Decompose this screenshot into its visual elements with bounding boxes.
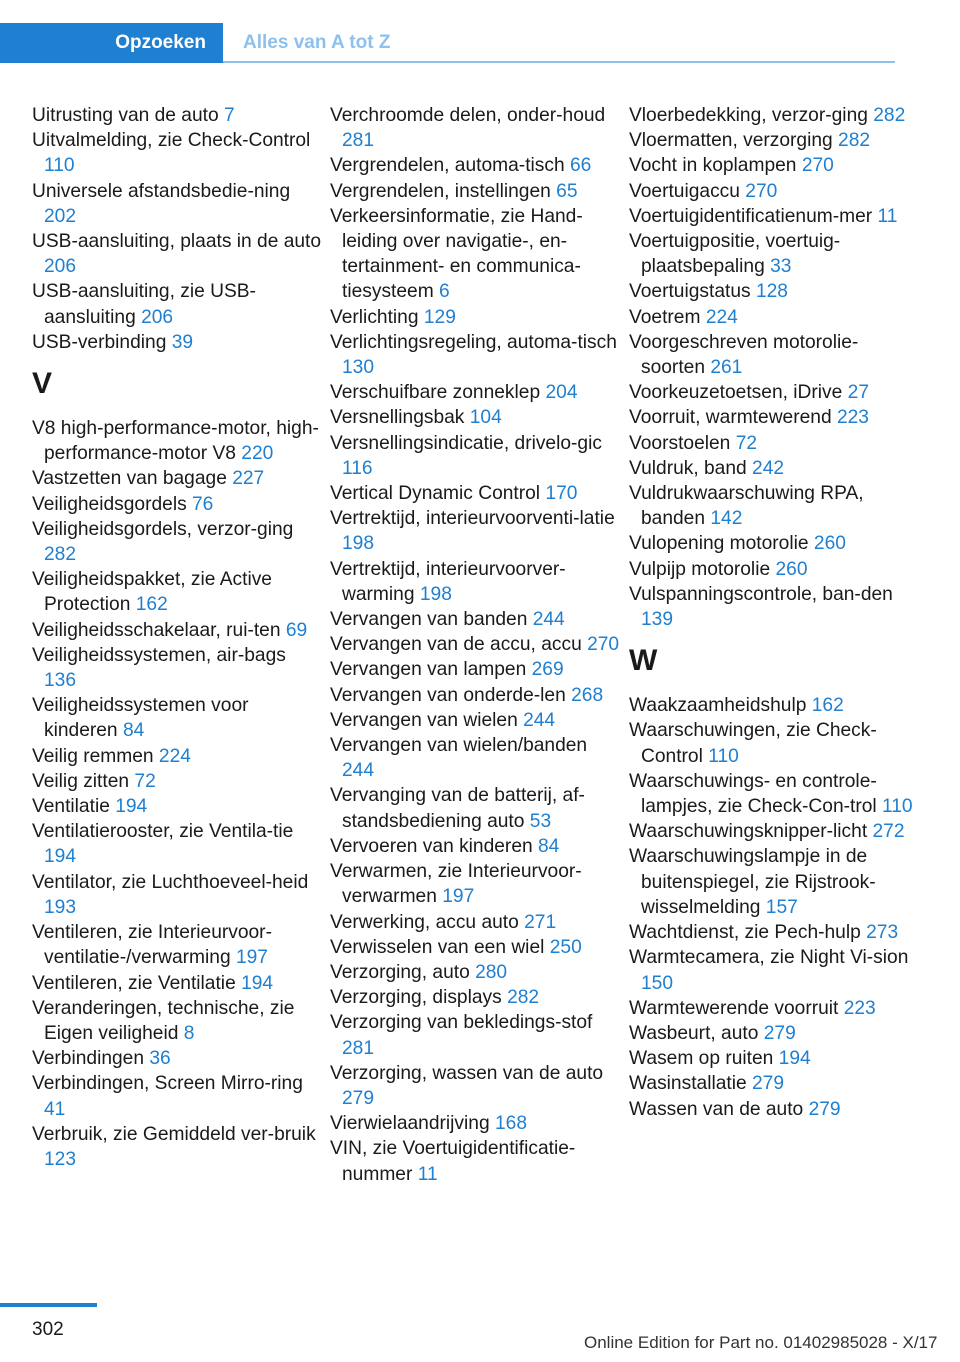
index-entry-page-link[interactable]: 128 [755,281,788,303]
index-entry-term: Verzorging van bekledings-stof [330,1012,593,1034]
index-entry [32,330,322,355]
index-entry-term: Versnellingsbak [330,407,465,429]
tab-alles-van-a-tot-z[interactable] [223,23,895,63]
tab-alles-label: Alles van A tot Z [243,32,391,53]
index-column-3 [629,103,919,1122]
index-entry-term: Vertical Dynamic Control [330,483,541,505]
index-entry-page-link[interactable]: 224 [705,306,738,328]
index-entry-page-link[interactable]: 41 [44,1098,66,1120]
index-entry-page-link[interactable]: 11 [417,1163,438,1185]
index-entry-page-link[interactable]: 204 [545,382,578,404]
index-entry-term: Vervanging van de batterij, af-standsbediening auto [330,785,585,832]
index-entry-term: Waarschuwingen, zie Check-Control [629,720,877,767]
index-entry-term: Veranderingen, technische, zie Eigen veiligheid [32,997,295,1044]
index-entry [32,1071,322,1121]
index-entry [330,910,620,935]
index-entry-term: Voertuigpositie, voertuig-plaatsbepaling [629,231,841,278]
tab-opzoeken-label: Opzoeken [115,32,206,53]
index-entry-term: Vastzetten van bagage [32,468,227,490]
index-entry-page-link[interactable]: 279 [342,1087,375,1109]
index-entry-term: Vuldrukwaarschuwing RPA, banden [629,483,864,530]
index-entry-term: Uitvalmelding, zie Check-Control [32,130,311,152]
edition-note: Online Edition for Part no. 01402985028 - X/17 [584,1333,938,1352]
index-entry-term: Wasinstallatie [629,1073,747,1095]
index-entry-term: Vertrektijd, interieurvoorventi-latie [330,508,615,530]
index-entry [629,204,919,229]
index-entry-page-link[interactable]: 66 [570,155,592,177]
index-entry-page-link[interactable]: 244 [532,609,565,631]
index-entry-term: Verzorging, auto [330,961,470,983]
index-entry-term: Vloermatten, verzorging [629,130,833,152]
index-entry-page-link[interactable]: 244 [523,709,556,731]
index-entry-term: Verbindingen, Screen Mirro-ring [32,1073,303,1095]
index-entry [629,405,919,430]
index-entry [629,582,919,632]
index-entry-page-link[interactable]: 279 [808,1098,841,1120]
index-entry-page-link[interactable]: 281 [342,1037,375,1059]
index-entry-term: Ventileren, zie Interieurvoor-ventilatie-/verwarming [32,922,272,969]
index-entry [330,783,620,833]
index-entry [330,405,620,430]
index-entry-page-link[interactable]: 136 [44,670,77,692]
index-entry [330,960,620,985]
index-entry-page-link[interactable]: 206 [44,256,77,278]
index-entry-term: Vervoeren van kinderen [330,835,533,857]
index-entry-page-link[interactable]: 76 [192,493,214,515]
index-entry-term: Waakzaamheidshulp [629,695,807,717]
index-entry-term: Verchroomde delen, onder-houd [330,105,606,126]
index-entry-page-link[interactable]: 279 [752,1073,785,1095]
index-entry-page-link[interactable]: 72 [134,770,156,792]
index-entry-term: Vergrendelen, instellingen [330,180,551,202]
index-entry-page-link[interactable]: 110 [882,796,913,818]
index-entry [629,330,919,380]
index-entry [629,1097,919,1122]
index-entry [629,279,919,304]
page-number: 302 [32,1319,64,1340]
index-entry [32,643,322,693]
index-entry-page-link[interactable]: 269 [531,659,564,681]
index-entry-page-link[interactable]: 170 [545,483,578,505]
index-entry-page-link[interactable]: 33 [770,256,792,278]
index-entry-page-link[interactable]: 129 [423,306,456,328]
index-entry-page-link[interactable]: 282 [838,130,871,152]
index-entry-page-link[interactable]: 270 [587,634,620,656]
index-entry-term: Vulpijp motorolie [629,558,771,580]
section-letter: V [32,367,53,401]
index-entry-term: Veilig remmen [32,745,154,767]
index-entry [32,996,322,1046]
index-entry-page-link[interactable]: 224 [158,745,191,767]
index-entry [330,1010,620,1060]
index-entry [629,945,919,995]
index-entry-term: Warmtecamera, zie Night Vi-sion [629,947,909,969]
index-entry-page-link[interactable]: 69 [285,619,308,641]
index-entry-page-link[interactable]: 193 [44,896,77,918]
index-entry-page-link[interactable]: 53 [529,810,552,832]
index-entry-page-link[interactable]: 110 [708,745,739,767]
index-entry [330,834,620,859]
index-entry-page-link[interactable]: 139 [641,609,674,631]
index-entry [32,920,322,970]
index-entry [330,557,620,607]
index-entry-page-link[interactable]: 194 [241,972,274,994]
index-entry [629,481,919,531]
index-entry-term: Verbindingen [32,1048,145,1070]
index-entry-page-link[interactable]: 242 [752,457,785,479]
index-entry-term: Universele afstandsbedie-ning [32,180,291,202]
index-entry-term: Vervangen van onderde-len [330,684,566,706]
index-entry-term: Warmtewerende voorruit [629,997,839,1019]
index-entry-term: Verwisselen van een wiel [330,936,545,958]
index-entry-term: Verschuifbare zonneklep [330,382,541,404]
index-entry-page-link[interactable]: 194 [778,1048,811,1070]
index-entry-term: Ventilatie [32,796,110,818]
index-entry-term: Verlichting [330,306,419,328]
index-entry-page-link[interactable]: 72 [735,432,758,454]
index-entry [32,1122,322,1172]
index-entry-term: Verkeersinformatie, zie Hand-leiding over navigatie-, en-tertainment- en communica-tiesysteem [330,205,583,303]
index-entry [629,844,919,920]
index-column-2 [330,103,620,1187]
index-entry [629,456,919,481]
index-entry [629,693,919,718]
index-entry [629,1021,919,1046]
index-entry-page-link[interactable]: 273 [866,922,899,944]
index-entry-term: Vierwielaandrijving [330,1113,490,1135]
index-entry-page-link[interactable]: 123 [44,1148,77,1170]
tab-opzoeken[interactable] [0,23,223,63]
index-entry [32,971,322,996]
index-entry-page-link[interactable]: 39 [171,331,194,353]
index-entry-page-link[interactable]: 227 [232,468,265,490]
index-entry-page-link[interactable]: 130 [342,357,375,379]
index-entry-page-link[interactable]: 220 [241,443,274,465]
index-entry-page-link[interactable]: 84 [538,835,560,857]
index-entry-page-link[interactable]: 280 [475,961,508,983]
index-entry [32,492,322,517]
index-entry [32,819,322,869]
index-entry [32,466,322,491]
index-entry-term: Veiligheidsschakelaar, rui-ten [32,619,281,641]
index-entry-term: VIN, zie Voertuigidentificatie-nummer [330,1138,576,1185]
index-entry-page-link[interactable]: 260 [775,558,808,580]
index-entry-term: Waarschuwings- en controle-lampjes, zie Check-Con-trol [629,770,877,818]
index-entry-page-link[interactable]: 116 [342,457,373,479]
index-entry-page-link[interactable]: 261 [710,357,743,379]
index-entry-term: Vulopening motorolie [629,533,809,555]
index-entry-term: Veiligheidsgordels, verzor-ging [32,518,294,540]
index-entry-page-link[interactable]: 65 [556,180,578,202]
index-entry-term: Waarschuwingsknipper-licht [629,821,868,843]
index-entry [629,996,919,1021]
index-entry [330,708,620,733]
index-entry-page-link[interactable]: 162 [135,594,168,616]
index-entry-term: Verzorging, displays [330,987,502,1009]
index-entry-page-link[interactable]: 197 [235,947,268,969]
index-entry-page-link[interactable]: 202 [44,205,77,227]
index-entry-term: Versnellingsindicatie, drivelo-gic [330,432,602,454]
index-entry-term: Wasem op ruiten [629,1048,774,1070]
index-entry [330,1061,620,1111]
index-entry-page-link[interactable]: 8 [183,1022,195,1044]
index-entry-term: Verbruik, zie Gemiddeld ver-bruik [32,1123,316,1145]
index-entry [629,1046,919,1071]
index-entry [32,870,322,920]
index-entry-term: USB-verbinding [32,331,167,353]
index-entry-page-link[interactable]: 7 [224,105,235,126]
index-entry-term: Veilig zitten [32,770,130,792]
index-entry [32,229,322,279]
index-entry-page-link[interactable]: 110 [44,155,75,177]
index-entry-page-link[interactable]: 36 [149,1048,171,1070]
index-entry [629,920,919,945]
index-entry-page-link[interactable]: 271 [524,911,557,933]
index-entry [330,733,620,783]
index-entry-term: Vervangen van banden [330,609,528,631]
index-entry-page-link[interactable]: 168 [494,1113,527,1135]
index-entry [629,769,919,819]
index-entry-term: Vertrektijd, interieurvoorver-warming [330,558,566,605]
index-entry [330,859,620,909]
index-entry-term: Waarschuwingslampje in de buitenspiegel, zie Rijstrook-wisselmelding [629,846,876,918]
index-entry [330,204,620,305]
index-entry [629,380,919,405]
footer-accent-bar [0,1303,97,1307]
index-entry-page-link[interactable]: 194 [115,796,148,818]
index-entry-page-link[interactable]: 162 [811,695,844,717]
index-entry-term: Vervangen van de accu, accu [330,634,582,656]
index-entry [330,1111,620,1136]
index-entry-term: Voorruit, warmtewerend [629,407,832,429]
index-entry [32,693,322,743]
index-entry [629,557,919,582]
index-entry-term: USB-aansluiting, plaats in de auto [32,231,322,253]
index-entry [32,794,322,819]
index-entry-term: Voertuigidentificatienum-mer [629,205,873,227]
tab-bar [0,23,895,63]
index-entry [32,179,322,229]
index-entry-page-link[interactable]: 281 [342,130,375,152]
index-entry-page-link[interactable]: 282 [873,105,906,126]
index-entry-page-link[interactable]: 150 [641,972,674,994]
index-entry [32,103,322,128]
index-entry-term: Voorstoelen [629,432,731,454]
index-entry-page-link[interactable]: 157 [765,896,798,918]
index-entry [32,744,322,769]
index-entry-page-link[interactable]: 272 [872,821,905,843]
index-entry-page-link[interactable]: 268 [571,684,604,706]
index-entry [330,632,620,657]
index-entry-page-link[interactable]: 223 [836,407,869,429]
index-entry-term: Verwerking, accu auto [330,911,519,933]
index-entry-term: Ventilator, zie Luchthoeveel-heid [32,871,309,893]
index-entry-page-link[interactable]: 11 [877,205,898,227]
index-entry [330,179,620,204]
index-entry-term: Voetrem [629,306,701,328]
index-entry [32,567,322,617]
index-entry-term: Vuldruk, band [629,457,747,479]
index-entry-page-link[interactable]: 282 [507,987,540,1009]
index-entry-term: Vocht in koplampen [629,155,797,177]
index-entry [629,229,919,279]
index-entry-page-link[interactable]: 260 [813,533,846,555]
index-entry-page-link[interactable]: 198 [419,583,452,605]
index-entry [629,153,919,178]
index-entry-term: Vervangen van lampen [330,659,527,681]
index-entry [32,1046,322,1071]
index-entry-term: Wassen van de auto [629,1098,804,1120]
index-entry [32,517,322,567]
index-entry [330,330,620,380]
index-entry-term: Ventilatierooster, zie Ventila-tie [32,821,294,843]
index-column-1 [32,103,322,1172]
index-entry [330,1136,620,1186]
index-entry-term: Voorgeschreven motorolie-soorten [629,331,859,379]
index-entry-term: Vloerbedekking, verzor-ging [629,105,868,126]
index-entry-term: Vulspanningscontrole, ban-den [629,583,893,605]
index-entry [32,128,322,178]
index-entry [629,305,919,330]
index-entry [330,657,620,682]
index-entry-page-link[interactable]: 27 [847,382,869,404]
index-entry [32,416,322,466]
index-entry [330,431,620,481]
index-entry [629,103,919,128]
index-entry-term: Vervangen van wielen/banden [330,735,588,757]
index-entry [330,153,620,178]
index-entry-term: Ventileren, zie Ventilatie [32,972,236,994]
index-entry [629,431,919,456]
index-entry-term: Veiligheidsgordels [32,493,187,515]
index-entry-page-link[interactable]: 198 [342,533,375,555]
index-entry [330,481,620,506]
index-entry-term: Verwarmen, zie Interieurvoor-verwarmen [330,861,582,908]
index-entry-term: Vergrendelen, automa-tisch [330,155,565,177]
index-entry-term: Wachtdienst, zie Pech-hulp [629,922,861,944]
index-entry-term: Verlichtingsregeling, automa-tisch [330,331,617,353]
index-entry-term: Vervangen van wielen [330,709,518,731]
index-entry [629,179,919,204]
index-entry-page-link[interactable]: 244 [342,760,375,782]
index-entry-term: Veiligheidssystemen, air-bags [32,644,286,666]
index-entry-page-link[interactable]: 270 [745,180,778,202]
index-entry-term: USB-aansluiting, zie USB-aansluiting [32,281,256,328]
index-entry-page-link[interactable]: 270 [801,155,834,177]
index-entry-term: Wasbeurt, auto [629,1022,759,1044]
index-entry [330,607,620,632]
index-entry [629,718,919,768]
index-entry-page-link[interactable]: 197 [442,886,475,908]
index-entry [32,279,322,329]
index-entry [629,1071,919,1096]
index-entry [32,769,322,794]
index-entry-term: Verzorging, wassen van de auto [330,1062,604,1084]
index-entry [330,103,620,153]
index-entry-page-link[interactable]: 206 [141,306,174,328]
index-entry [629,819,919,844]
index-entry [330,506,620,556]
index-entry [629,128,919,153]
index-entry-term: Voertuigaccu [629,180,740,202]
index-entry [32,618,322,643]
section-letter: W [629,644,658,678]
index-entry-page-link[interactable]: 84 [122,720,145,742]
index-entry [330,935,620,960]
index-entry-page-link[interactable]: 250 [549,936,582,958]
index-entry [330,305,620,330]
index-entry [629,531,919,556]
index-entry-term: V8 high-performance-motor, high-performance-motor V8 [32,418,319,465]
index-entry [330,985,620,1010]
index-entry-term: Voertuigstatus [629,281,751,303]
index-entry-term: Veiligheidspakket, zie Active Protection [32,569,272,616]
index-entry-page-link[interactable]: 279 [763,1022,796,1044]
index-entry-term: Uitrusting van de auto [32,105,219,126]
index-entry-term: Veiligheidssystemen voor kinderen [32,695,249,742]
index-entry-page-link[interactable]: 223 [843,997,876,1019]
index-entry-page-link[interactable]: 6 [439,281,450,303]
index-entry [330,380,620,405]
index-entry-page-link[interactable]: 142 [710,508,743,530]
index-entry [330,683,620,708]
index-entry-page-link[interactable]: 104 [469,407,502,429]
index-entry-page-link[interactable]: 282 [44,544,77,566]
index-entry-term: Voorkeuzetoetsen, iDrive [629,382,843,404]
index-entry-page-link[interactable]: 194 [44,846,77,868]
